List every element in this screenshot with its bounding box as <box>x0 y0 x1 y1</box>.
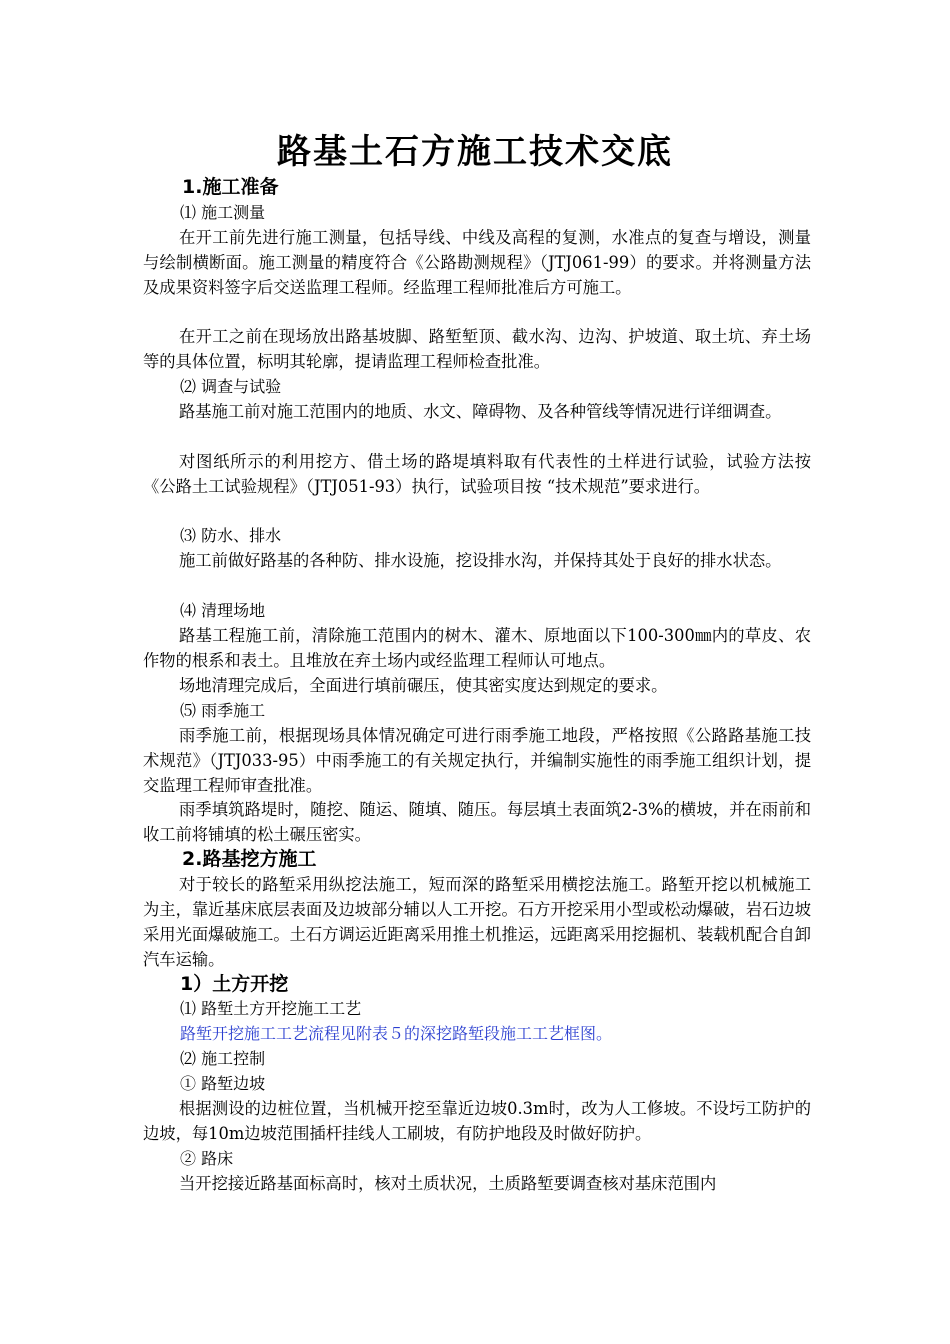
document-title: 路基土石方施工技术交底 <box>277 132 673 172</box>
subsection-1-1-heading: ⑴ 施工测量 <box>180 203 266 222</box>
paragraph-1-2-a: 路基施工前对施工范围内的地质、水文、障碍物、及各种管线等情况进行详细调查。 <box>179 402 782 421</box>
subsection-1-4-heading: ⑷ 清理场地 <box>180 601 266 620</box>
paragraph-1-1-b: 在开工之前在现场放出路基坡脚、路堑堑顶、截水沟、边沟、护坡道、取土坑、弃土场等的具体位置，标明其轮廓，提请监理工程师检查批准。 <box>143 327 811 371</box>
item-cut-slope-heading: ① 路堑边坡 <box>180 1074 266 1093</box>
section-1-heading: 1.施工准备 <box>182 176 279 198</box>
paragraph-cut-slope: 根据测设的边桩位置，当机械开挖至靠近边坡0.3m时，改为人工修坡。不设圬工防护的边坡，每10m边坡范围插杆挂线人工刷坡，有防护地段及时做好防护。 <box>143 1099 811 1143</box>
paragraph-1-1-a: 在开工前先进行施工测量，包括导线、中线及高程的复测，水准点的复查与增设，测量与绘制横断面。施工测量的精度符合《公路勘测规程》（JTJ061-99）的要求。并将测量方法及成果资料签字后交送监理工程师。经监理工程师批准后方可施工。 <box>143 228 811 297</box>
subsection-1-3-heading: ⑶ 防水、排水 <box>180 526 282 545</box>
paragraph-1-5-b: 雨季填筑路堤时，随挖、随运、随填、随压。每层填土表面筑2-3%的横坡，并在雨前和收工前将铺填的松土碾压密实。 <box>143 800 811 844</box>
subsection-2-1-2-heading: ⑵ 施工控制 <box>180 1049 266 1068</box>
subsection-1-2-heading: ⑵ 调查与试验 <box>180 377 282 396</box>
item-subgrade-heading: ② 路床 <box>180 1149 234 1168</box>
subsection-2-1-1-heading: ⑴ 路堑土方开挖施工工艺 <box>180 999 362 1018</box>
section-2-heading: 2.路基挖方施工 <box>182 848 317 870</box>
subsection-1-5-heading: ⑸ 雨季施工 <box>180 701 266 720</box>
paragraph-1-5-a: 雨季施工前，根据现场具体情况确定可进行雨季施工地段，严格按照《公路路基施工技术规范》（JTJ033-95）中雨季施工的有关规定执行，并编制实施性的雨季施工组织计划，提交监理工程师审查批准。 <box>143 726 811 795</box>
paragraph-1-2-b: 对图纸所示的利用挖方、借土场的路堤填料取有代表性的土样进行试验，试验方法按《公路土工试验规程》（JTJ051-93）执行，试验项目按 “技术规范”要求进行。 <box>143 452 811 496</box>
subsection-2-1-heading: 1）土方开挖 <box>180 973 289 995</box>
paragraph-1-3-a: 施工前做好路基的各种防、排水设施，挖设排水沟，并保持其处于良好的排水状态。 <box>179 551 782 570</box>
paragraph-2-a: 对于较长的路堑采用纵挖法施工，短而深的路堑采用横挖法施工。路堑开挖以机械施工为主，靠近基床底层表面及边坡部分辅以人工开挖。石方开挖采用小型或松动爆破，岩石边坡采用光面爆破施工。土石方调运近距离采用推土机推运，远距离采用挖掘机、装载机配合自卸汽车运输。 <box>143 875 811 969</box>
paragraph-subgrade: 当开挖接近路基面标高时，核对土质状况，土质路堑要调查核对基床范围内 <box>179 1174 717 1193</box>
process-flow-reference-link[interactable]: 路堑开挖施工工艺流程见附表５的深挖路堑段施工工艺框图。 <box>180 1024 613 1043</box>
paragraph-1-4-a: 路基工程施工前，清除施工范围内的树木、灌木、原地面以下100-300㎜内的草皮、农作物的根系和表土。且堆放在弃土场内或经监理工程师认可地点。 <box>143 626 811 670</box>
paragraph-1-4-b: 场地清理完成后，全面进行填前碾压，使其密实度达到规定的要求。 <box>179 676 668 695</box>
